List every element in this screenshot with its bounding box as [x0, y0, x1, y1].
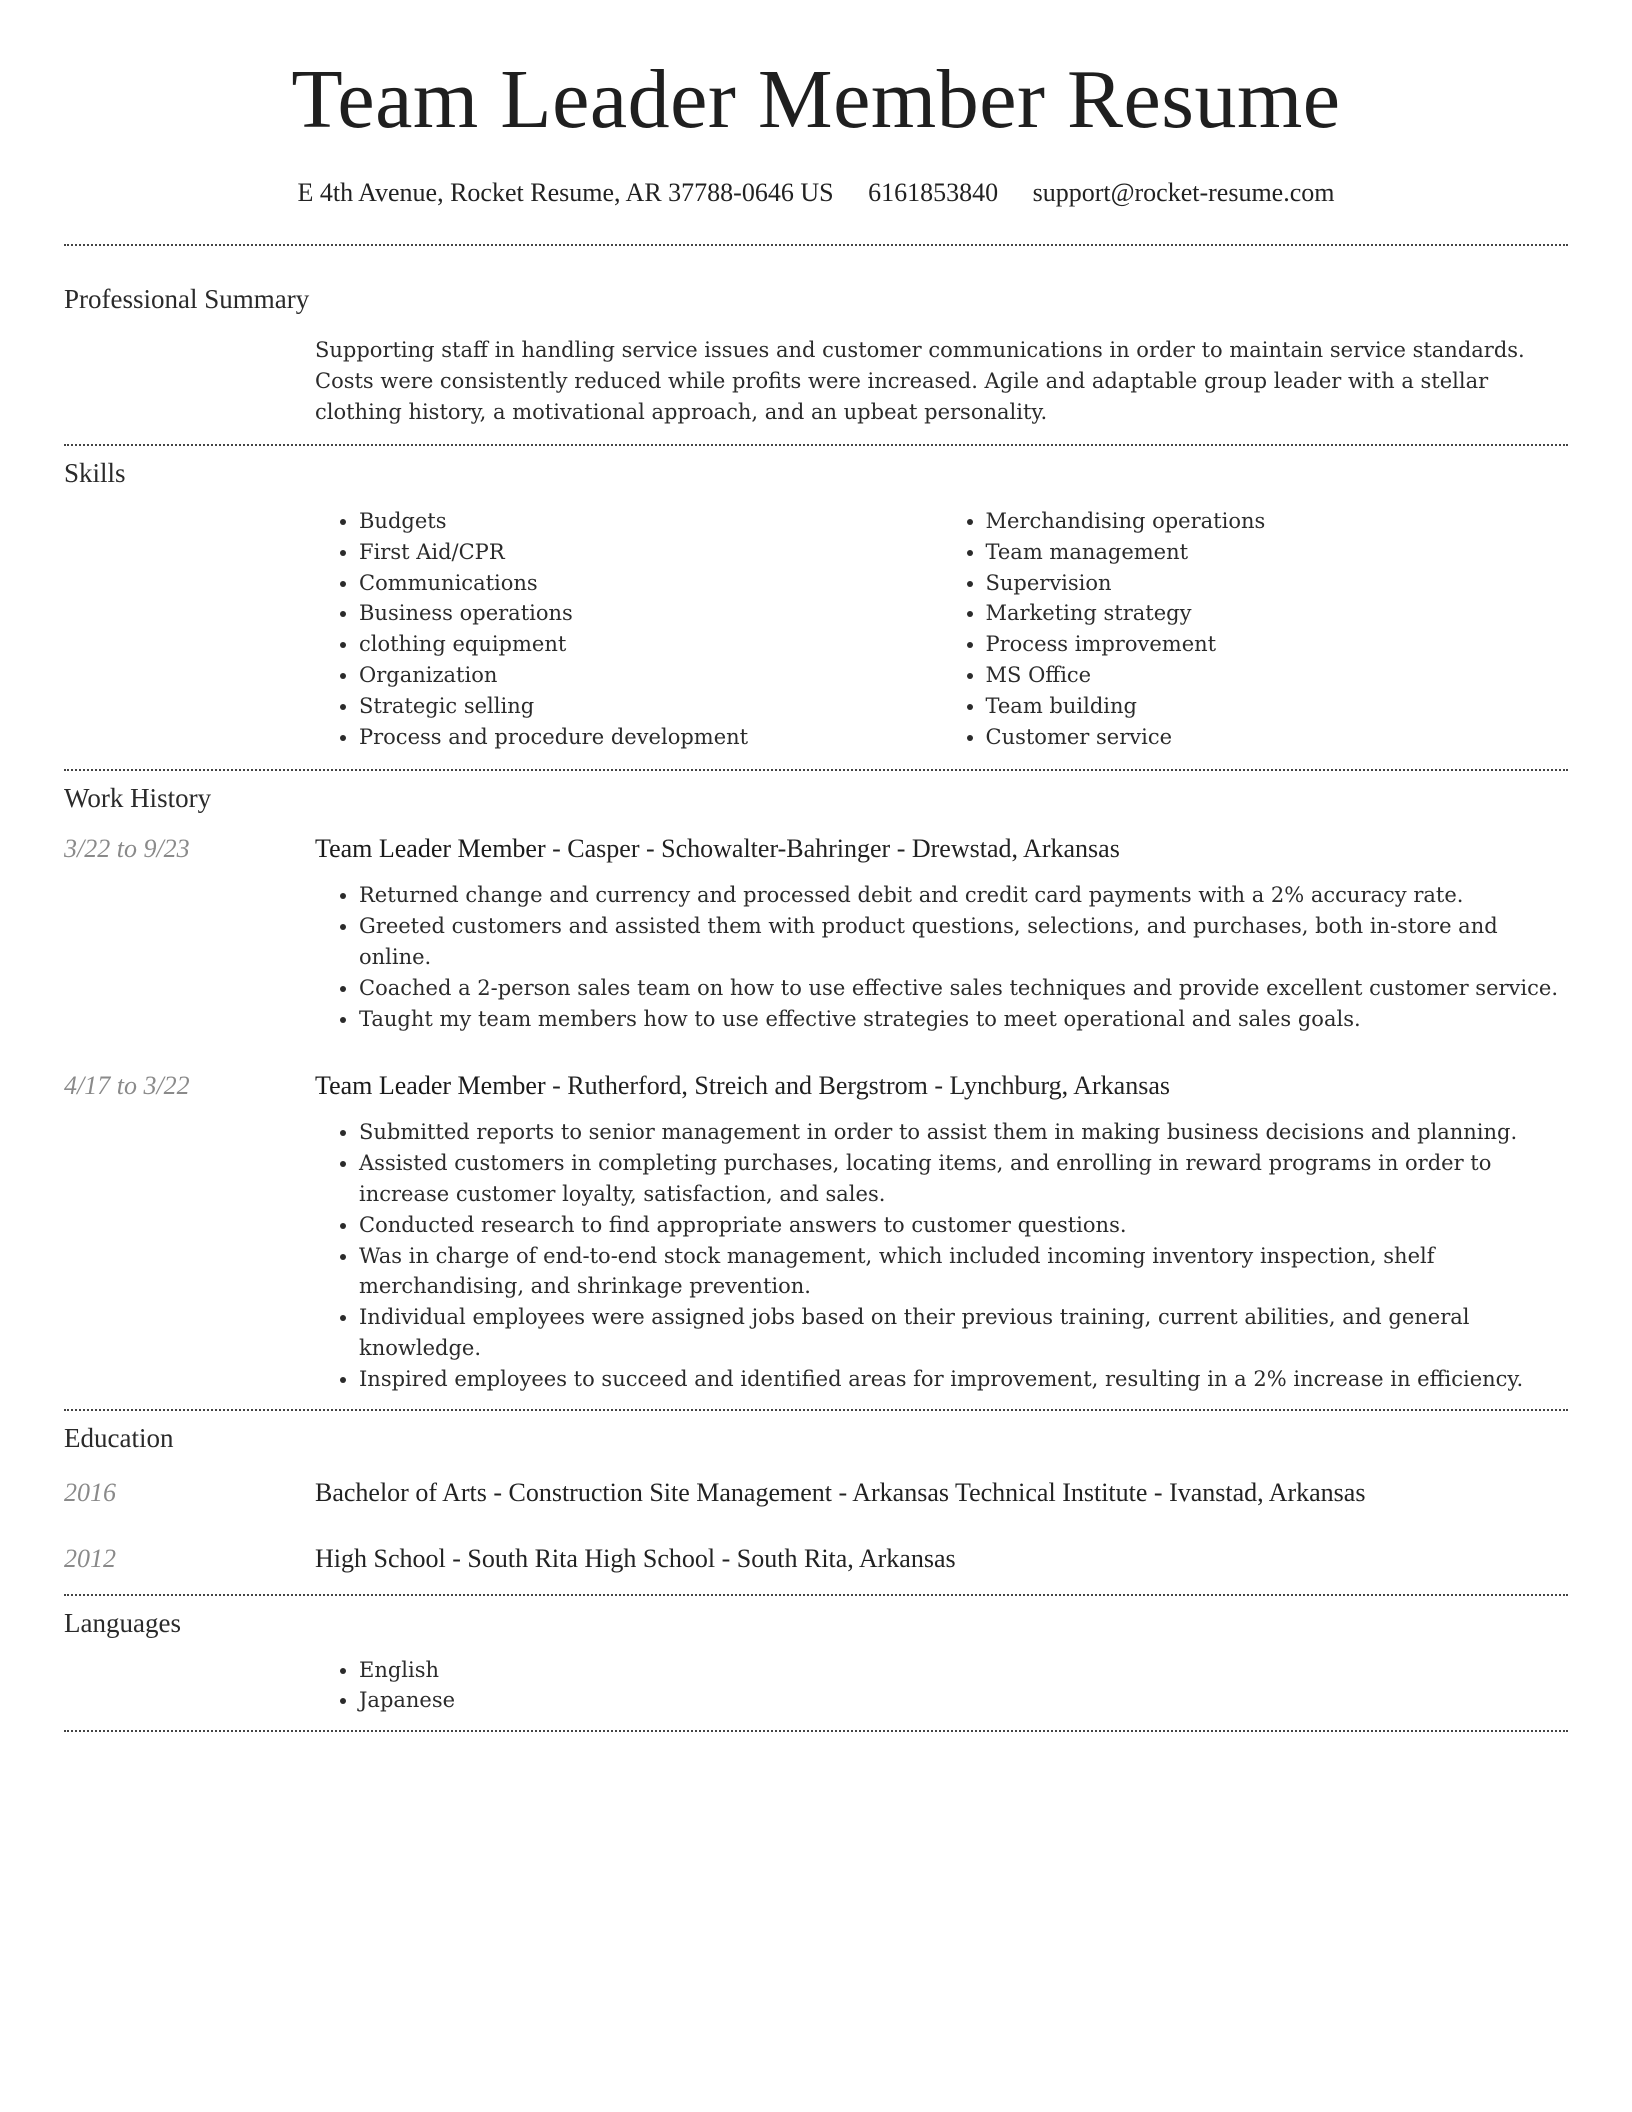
job-bullets: [315, 1117, 1568, 1394]
job-title: [315, 834, 1120, 864]
languages-list-wrap: [315, 1655, 1568, 1717]
job-bullet: • Assisted customers in completing purchases, locating items, and enrolling in reward programs in order to increase customer loyalty, satisfaction, and sales.: [359, 1148, 1568, 1210]
skills-columns: [315, 506, 1568, 752]
skill-item: • Strategic selling: [359, 691, 942, 722]
job-bullet: • Individual employees were assigned jobs based on their previous training, current abilities, and general knowledge.: [359, 1302, 1568, 1364]
education-title: [315, 1478, 1365, 1508]
job-bullet: • Coached a 2-person sales team on how to use effective sales techniques and provide excellent customer service.: [359, 973, 1568, 1004]
summary-text: Supporting staff in handling service issues and customer communications in order to maintain service standards. Costs were consistently reduced while profits were increased. Agile and adaptable group leader with a stellar clothing history, a motivational approach, and an upbeat personality.: [315, 338, 1525, 424]
skill-item: • Organization: [359, 660, 942, 691]
contact-line: [64, 178, 1568, 208]
skills-list-right: [942, 506, 1569, 752]
job-bullet: • Inspired employees to succeed and identified areas for improvement, resulting in a 2% increase in efficiency.: [359, 1364, 1568, 1395]
skill-item: • Team management: [986, 537, 1569, 568]
job-bullet-list: [315, 880, 1568, 1034]
education-degree: High School: [315, 1543, 446, 1573]
job-bullet: • Submitted reports to senior management in order to assist them in making business decisions and planning.: [359, 1117, 1568, 1148]
education-details: - South Rita High School - South Rita, Arkansas: [445, 1543, 956, 1573]
skill-item: • Supervision: [986, 568, 1569, 599]
skill-item: • MS Office: [986, 660, 1569, 691]
job-bullet: • Taught my team members how to use effective strategies to meet operational and sales goals.: [359, 1004, 1568, 1035]
language-item: • English: [359, 1655, 1568, 1686]
contact-address: E 4th Avenue, Rocket Resume, AR 37788-0646 US: [297, 178, 834, 207]
skill-item: • Team building: [986, 691, 1569, 722]
language-item: • Japanese: [359, 1685, 1568, 1716]
skill-item: • Business operations: [359, 598, 942, 629]
work-section: [64, 771, 1568, 1394]
skill-item: • First Aid/CPR: [359, 537, 942, 568]
work-heading: Work History: [64, 783, 212, 814]
job-bullet-list: [315, 1117, 1568, 1394]
education-year: 2012: [64, 1543, 116, 1573]
job-details: - Rutherford, Streich and Bergstrom - Lynchburg, Arkansas: [545, 1071, 1170, 1101]
languages-heading: Languages: [64, 1607, 181, 1638]
job-bullet: • Conducted research to find appropriate answers to customer questions.: [359, 1210, 1568, 1241]
job-details: - Casper - Schowalter-Bahringer - Drewstad, Arkansas: [545, 834, 1120, 864]
job-dates: 4/17 to 3/22: [64, 1071, 190, 1101]
job-role: Team Leader Member: [315, 1071, 546, 1101]
job-role: Team Leader Member: [315, 834, 546, 864]
job-bullet: • Was in charge of end-to-end stock management, which included incoming inventory inspection, shelf merchandising, and shrinkage prevention.: [359, 1241, 1568, 1303]
job-bullet: • Greeted customers and assisted them with product questions, selections, and purchases, both in-store and online.: [359, 911, 1568, 973]
education-entry: [64, 1478, 1568, 1508]
job-header: [64, 1071, 1568, 1101]
skill-item: • Communications: [359, 568, 942, 599]
education-heading: Education: [64, 1422, 174, 1453]
contact-email: support@rocket-resume.com: [1032, 178, 1335, 207]
skills-heading: Skills: [64, 458, 126, 488]
skill-item: • clothing equipment: [359, 629, 942, 660]
skill-item: • Customer service: [986, 722, 1569, 753]
languages-section: [64, 1596, 1568, 1717]
skill-item: • Process and procedure development: [359, 722, 942, 753]
skills-list-left: [315, 506, 942, 752]
summary-heading: Professional Summary: [64, 284, 310, 314]
resume-title: Team Leader Member Resume: [291, 53, 1341, 146]
job-header: [64, 834, 1568, 864]
skills-section: [64, 446, 1568, 752]
job-title: [315, 1071, 1170, 1101]
education-section: [64, 1411, 1568, 1574]
education-title: [315, 1544, 956, 1574]
languages-list: [315, 1655, 1568, 1717]
education-details: - Arkansas Technical Institute - Ivanstad, Arkansas: [832, 1477, 1366, 1507]
education-entry: [64, 1544, 1568, 1574]
contact-phone: 6161853840: [868, 178, 999, 207]
job-entry: [64, 1071, 1568, 1394]
job-bullet: • Returned change and currency and processed debit and credit card payments with a 2% accuracy rate.: [359, 880, 1568, 911]
job-bullets: [315, 880, 1568, 1034]
summary-section: [64, 246, 1568, 428]
job-entry: [64, 834, 1568, 1034]
education-year: 2016: [64, 1477, 116, 1507]
skill-item: • Process improvement: [986, 629, 1569, 660]
skill-item: • Marketing strategy: [986, 598, 1569, 629]
job-dates: 3/22 to 9/23: [64, 834, 190, 864]
skill-item: • Merchandising operations: [986, 506, 1569, 537]
divider: [64, 1730, 1568, 1732]
education-degree: Bachelor of Arts - Construction Site Management: [315, 1477, 833, 1507]
skill-item: • Budgets: [359, 506, 942, 537]
